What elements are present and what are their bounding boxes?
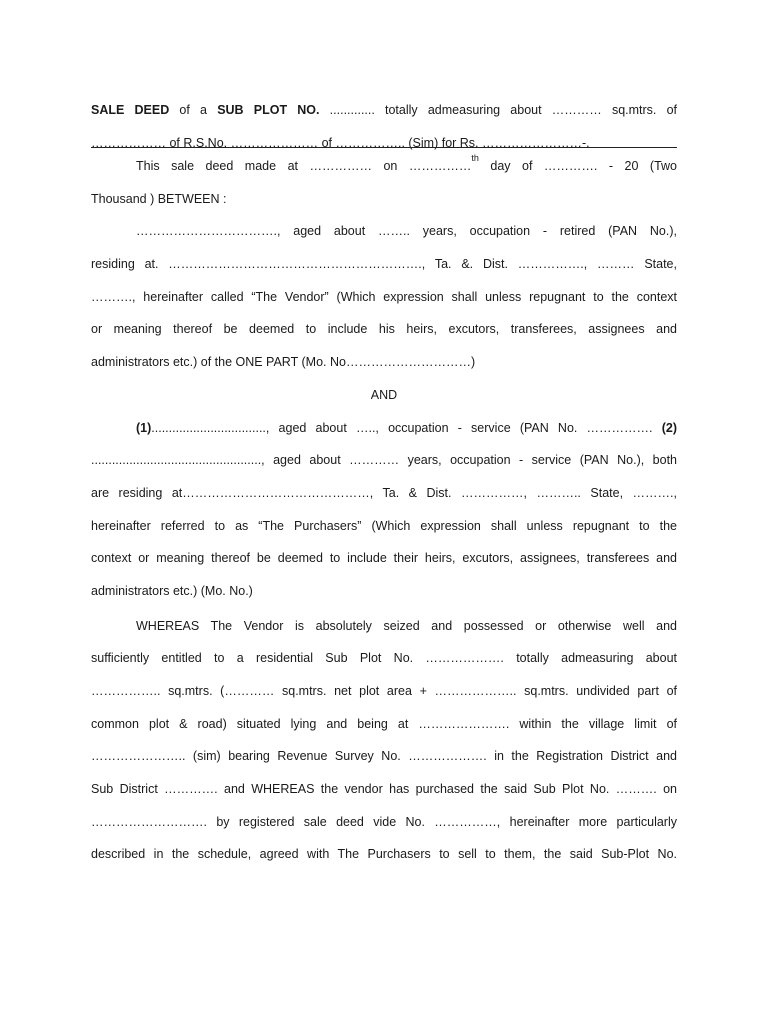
and-separator: AND [370, 387, 398, 402]
deed-body [91, 150, 677, 871]
paragraph-line: …………….. sq.mtrs. (………… sq.mtrs. net plot area + ……………….. sq.mtrs. undivided part of [91, 684, 677, 698]
heading-text: ............. totally admeasuring about ………… sq.mtrs. of [319, 103, 677, 117]
paragraph-line: sufficiently entitled to a residential Sub Plot No. ………………. totally admeasuring about [91, 651, 677, 666]
line-text: This sale deed made at …………… on …………… [136, 159, 472, 173]
paragraph-line: described in the schedule, agreed with The Purchasers to sell to them, the said Sub-Plot No. [91, 847, 677, 862]
paragraph-line: residing at. ……………………………………………………., Ta. &. Dist. ……………., ……… State, [91, 257, 677, 272]
paragraph-line: WHEREAS The Vendor is absolutely seized and possessed or otherwise well and [136, 618, 677, 633]
heading-sub-plot-no: SUB PLOT NO. [217, 103, 320, 117]
line-text: day of …………. - 20 (Two [478, 159, 677, 173]
paragraph-line: ………………………. by registered sale deed vide No. ……………, hereinafter more particularly [91, 814, 677, 829]
paragraph-line: Sub District …………. and WHEREAS the vendor has purchased the said Sub Plot No. ………. on [91, 782, 677, 797]
paragraph-line: hereinafter referred to as “The Purchasers” (Which expression shall unless repugnant to the [91, 518, 677, 533]
paragraph-line: ………., hereinafter called “The Vendor” (Which expression shall unless repugnant to the context [91, 289, 677, 304]
heading-text: of a [169, 103, 218, 117]
paragraph-line [91, 412, 677, 445]
heading-sale-deed: SALE DEED [91, 103, 170, 117]
paragraph-line: Thousand ) BETWEEN : [91, 191, 227, 206]
paragraph-line: context or meaning thereof be deemed to include their heirs, excutors, assignees, transferees and [91, 551, 677, 566]
heading-line-2: ……………… of R.S.No. ………………… of …………….. (Sim) for Rs. ……………………-. [91, 135, 590, 150]
paragraph-line: administrators etc.) (Mo. No.) [91, 583, 253, 598]
paragraph-line: ................................................., aged about ………… years, occupation - service (PAN No.), both [91, 453, 677, 468]
paragraph-line: administrators etc.) of the ONE PART (Mo. No…………………………) [91, 355, 476, 370]
line-text: ................................., aged about ….., occupation - service (PAN No. ……………. [151, 420, 653, 435]
superscript-th: th [471, 153, 479, 163]
paragraph-line: ……………………………., aged about …….. years, occupation - retired (PAN No.), [136, 224, 677, 239]
paragraph-line: are residing at………………………………………, Ta. & Dist. ……………, ……….. State, ………., [91, 485, 677, 500]
heading-line-1 [91, 94, 677, 127]
party-number-1: (1) [136, 420, 152, 435]
paragraph-line [91, 150, 677, 183]
party-number-2: (2) [661, 420, 677, 435]
paragraph-line: common plot & road) situated lying and being at …………………. within the village limit of [91, 716, 677, 731]
paragraph-line: or meaning thereof be deemed to include his heirs, excutors, transferees, assignees and [91, 322, 677, 337]
heading-divider [91, 147, 677, 148]
paragraph-line: ………………….. (sim) bearing Revenue Survey No. ………………. in the Registration District and [91, 749, 677, 764]
